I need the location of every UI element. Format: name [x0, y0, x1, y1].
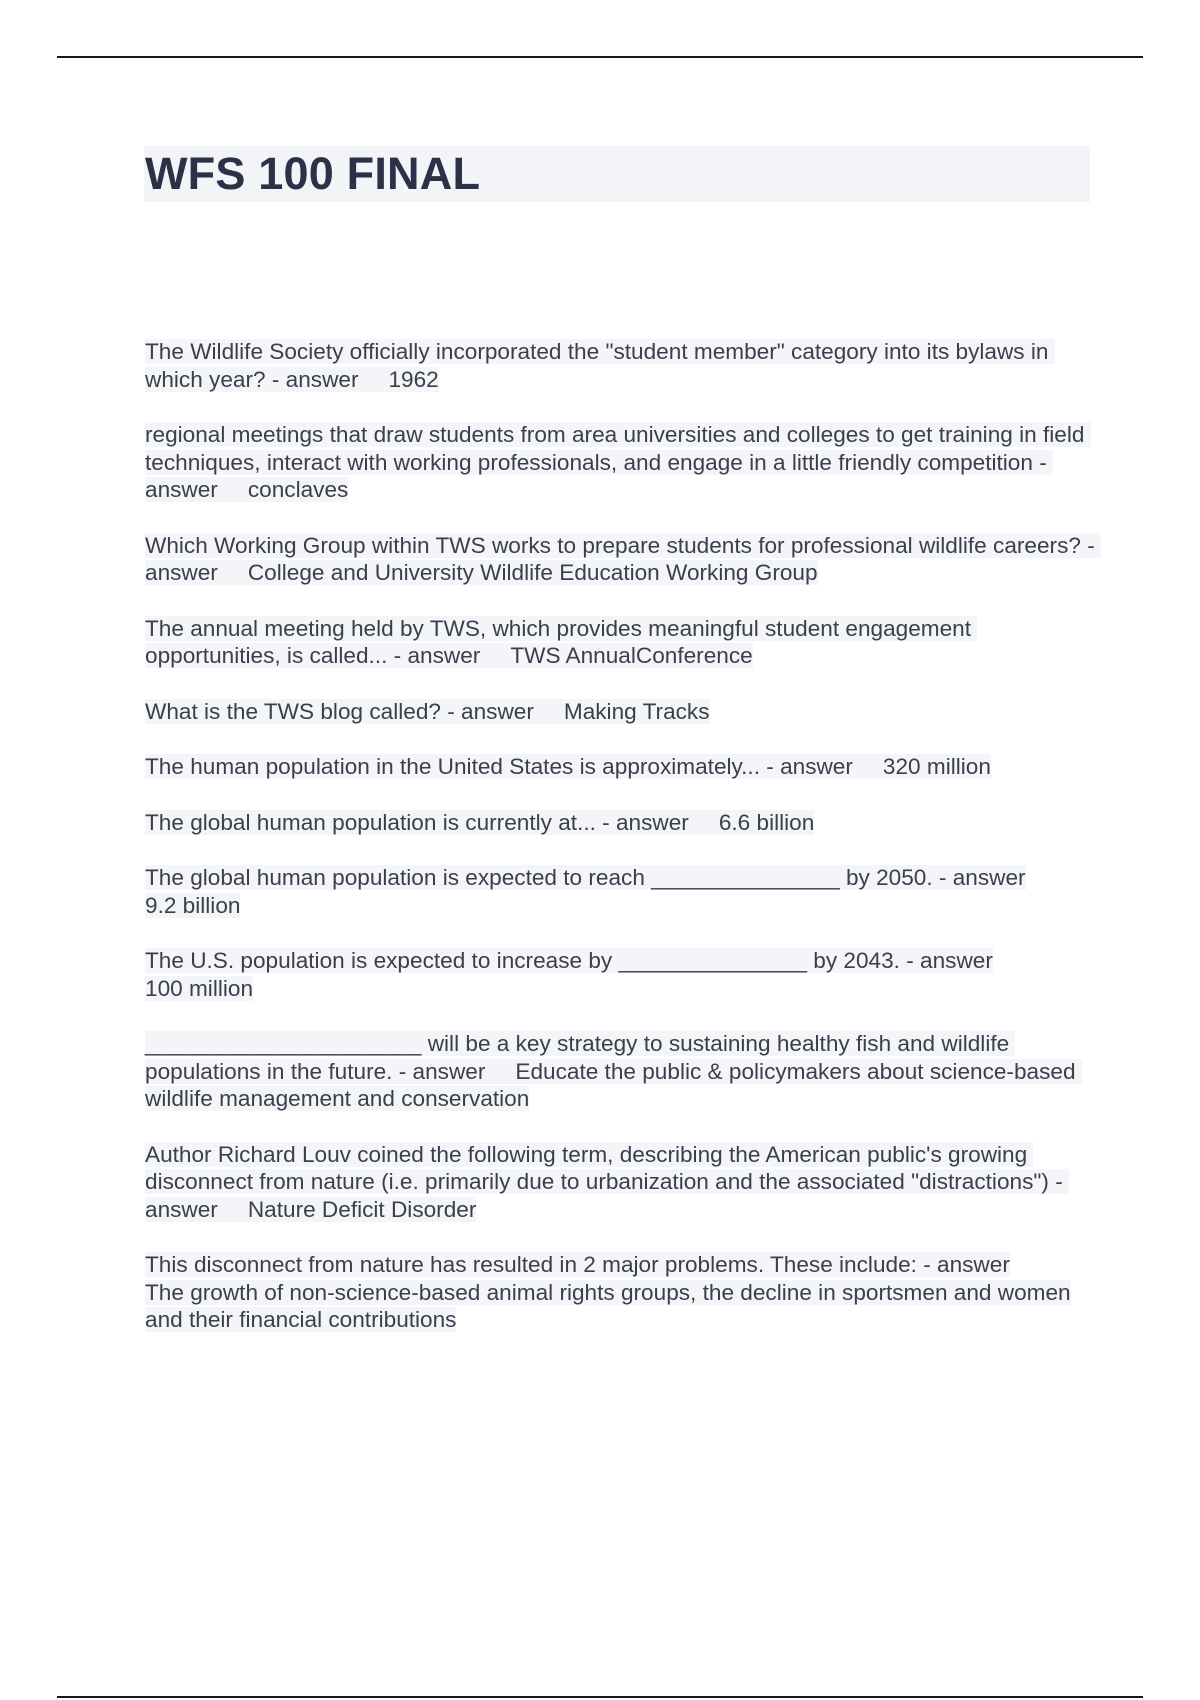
qa-item — [145, 864, 1095, 919]
answer-marker: - answer — [393, 643, 481, 668]
qa-item — [145, 809, 1095, 837]
qa-line — [145, 616, 977, 669]
qa-line — [145, 699, 710, 724]
answer-text: 100 million — [145, 975, 254, 1001]
qa-item — [145, 615, 1095, 670]
answer-marker: - answer — [398, 1058, 486, 1084]
answer-marker: - answer — [145, 532, 1102, 585]
answer-text: 320 million — [882, 754, 991, 779]
answer-text: College and University Wildlife Education Working Group — [247, 560, 818, 585]
answer-marker: - answer — [447, 698, 534, 724]
qa-item — [145, 947, 1095, 1002]
qa-item — [145, 1030, 1095, 1113]
answer-text: 1962 — [388, 366, 439, 392]
answer-text: conclaves — [247, 477, 349, 502]
answer-marker: - answer — [923, 1252, 1010, 1277]
qa-item — [145, 1251, 1095, 1334]
qa-line — [145, 948, 993, 1001]
answer-text: Making Tracks — [563, 698, 710, 724]
qa-item — [145, 532, 1102, 587]
qa-line — [145, 1252, 1071, 1332]
question-text: The U.S. population is expected to increase by _______________ by 2043. — [145, 948, 900, 973]
qa-list — [145, 338, 1102, 1362]
answer-marker: - answer — [602, 809, 689, 835]
answer-marker: - answer — [938, 865, 1026, 890]
qa-line — [145, 1142, 1069, 1222]
question-text: regional meetings that draw students from area universities and colleges to get training in field techniques, interact with working professionals, and engage in a little friendly competition — [145, 422, 1091, 475]
page-title: WFS 100 FINAL — [145, 148, 481, 199]
answer-text: 6.6 billion — [718, 809, 815, 835]
bottom-rule — [57, 1696, 1143, 1698]
question-text: The global human population is currently at... — [145, 809, 596, 835]
qa-item — [145, 338, 1095, 393]
qa-item — [145, 421, 1095, 504]
answer-marker: - answer — [145, 449, 1054, 502]
question-text: The global human population is expected to reach _______________ by 2050. — [145, 865, 933, 890]
qa-item — [145, 1141, 1095, 1224]
question-text: What is the TWS blog called? — [145, 698, 441, 724]
question-text: Author Richard Louv coined the following term, describing the American public's growing disconnect from nature (i.e. primarily due to urbanization and the associated "distractions") — [145, 1141, 1049, 1194]
answer-text: TWS AnnualConference — [510, 643, 753, 668]
question-text: This disconnect from nature has resulted in 2 major problems. These include: — [145, 1252, 917, 1277]
answer-text: The growth of non-science-based animal rights groups, the decline in sportsmen and women and their financial contributions — [145, 1279, 1071, 1332]
question-text: The annual meeting held by TWS, which provides meaningful student engagement opportunities, is called... — [145, 615, 978, 668]
question-text: ______________________ will be a key strategy to sustaining healthy fish and wildlife populations in the future. — [145, 1031, 1016, 1084]
question-text: Which Working Group within TWS works to prepare students for professional wildlife careers? — [145, 532, 1081, 558]
qa-line — [145, 339, 1055, 392]
qa-item — [145, 753, 1095, 781]
qa-line — [145, 754, 991, 779]
answer-text: Nature Deficit Disorder — [247, 1196, 477, 1222]
answer-marker: - answer — [906, 948, 993, 973]
qa-line — [145, 810, 814, 835]
qa-line — [145, 533, 1101, 586]
question-text: The Wildlife Society officially incorporated the "student member" category into its bylaws in which year? — [145, 339, 1055, 392]
qa-line — [145, 1031, 1082, 1111]
qa-line — [145, 865, 1026, 918]
answer-marker: - answer — [271, 366, 359, 392]
qa-item — [145, 698, 1095, 726]
question-text: The human population in the United States is approximately... — [145, 754, 760, 779]
qa-line — [145, 422, 1091, 502]
answer-marker: - answer — [145, 1169, 1070, 1222]
answer-text: 9.2 billion — [145, 892, 241, 918]
answer-marker: - answer — [766, 754, 853, 779]
top-rule — [57, 56, 1143, 58]
answer-text: Educate the public & policymakers about science-based wildlife management and conservation — [145, 1058, 1082, 1111]
